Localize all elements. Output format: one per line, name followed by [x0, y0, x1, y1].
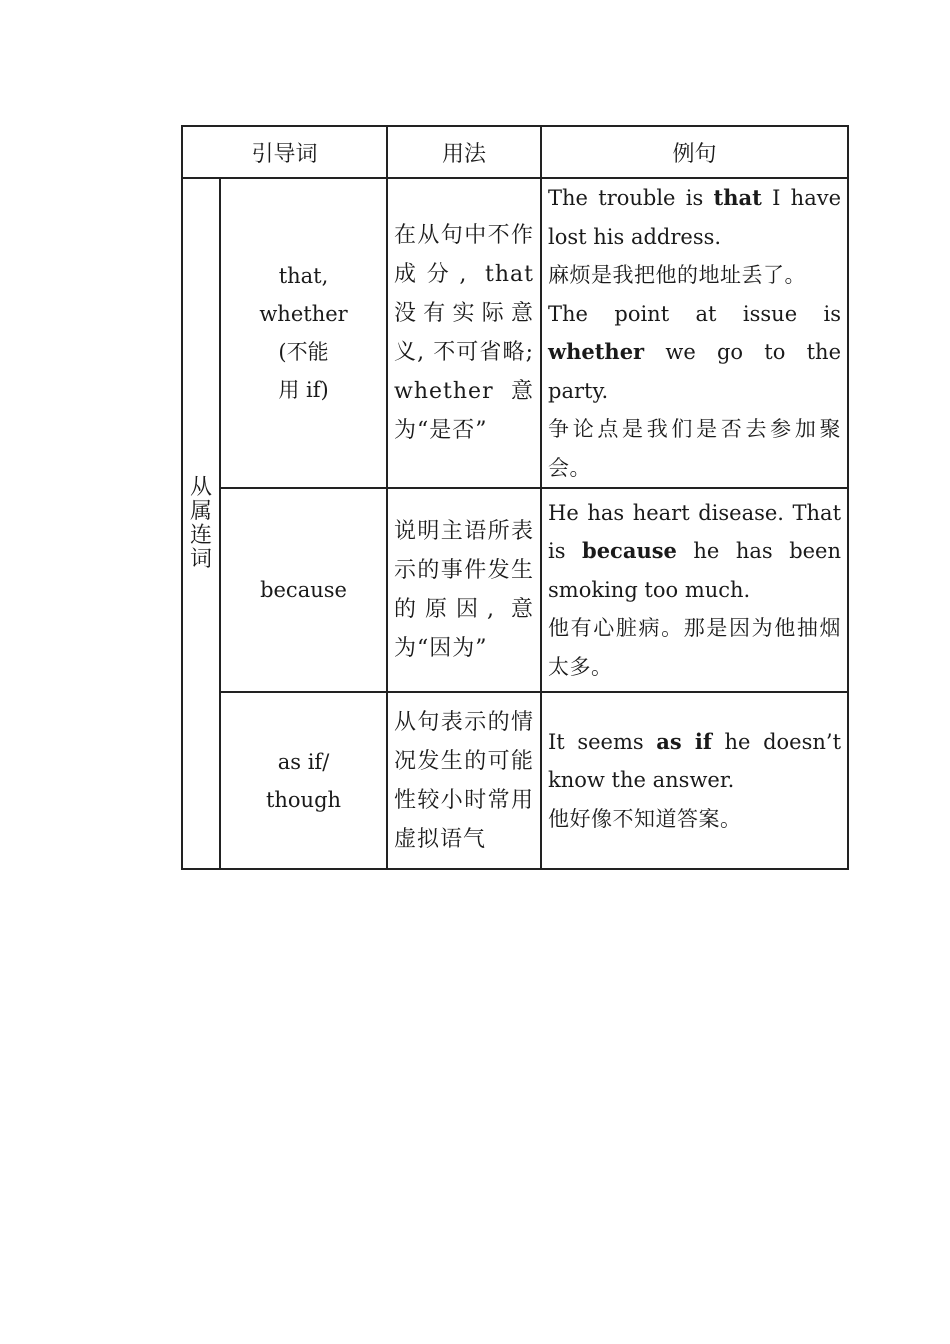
word-line: whether	[259, 302, 348, 326]
usage-cell: 说明主语所表示的事件发生的原因, 意为“因为”	[387, 488, 541, 692]
example-zh: 麻烦是我把他的地址丢了。	[548, 263, 807, 287]
category-label: 从属连词	[189, 474, 212, 572]
usage-cell: 在从句中不作成分, that 没有实际意义, 不可省略; whether 意为“是否”	[387, 178, 541, 488]
example-zh: 他好像不知道答案。	[548, 806, 742, 831]
header-example: 例句	[541, 126, 848, 178]
usage-cell: 从句表示的情况发生的可能性较小时常用虚拟语气	[387, 692, 541, 869]
word-line: 用 if)	[278, 378, 329, 402]
keyword: as if	[656, 728, 712, 754]
keyword: that	[713, 185, 762, 210]
word-line: (不能	[278, 340, 329, 364]
table-row	[182, 692, 848, 869]
example-en: He has heart disease. That is because he has been smoking too much.	[548, 500, 842, 602]
word-line: as if/	[277, 749, 330, 774]
header-word: 引导词	[182, 126, 387, 178]
example-en: The point at issue is whether we go to the party.	[548, 301, 842, 403]
header-usage: 用法	[387, 126, 541, 178]
word-line: though	[265, 787, 342, 812]
example-cell	[541, 488, 848, 692]
word-line: that,	[278, 264, 329, 288]
header-row	[182, 126, 848, 178]
word-cell	[220, 692, 387, 869]
table-row	[182, 488, 848, 692]
example-cell	[541, 692, 848, 869]
table-row	[182, 178, 848, 488]
word-cell	[220, 488, 387, 692]
word-line: because	[260, 578, 347, 602]
example-en: The trouble is that I have lost his address.	[548, 185, 842, 249]
example-zh: 争论点是我们是否去参加聚会。	[548, 417, 842, 480]
keyword: because	[582, 538, 677, 564]
keyword: whether	[548, 339, 645, 364]
word-cell	[220, 178, 387, 488]
example-en: It seems as if he doesn’t know the answer.	[548, 728, 842, 793]
example-cell	[541, 178, 848, 488]
grammar-table	[181, 125, 849, 870]
example-zh: 他有心脏病。那是因为他抽烟太多。	[548, 616, 842, 679]
category-cell	[182, 178, 220, 869]
